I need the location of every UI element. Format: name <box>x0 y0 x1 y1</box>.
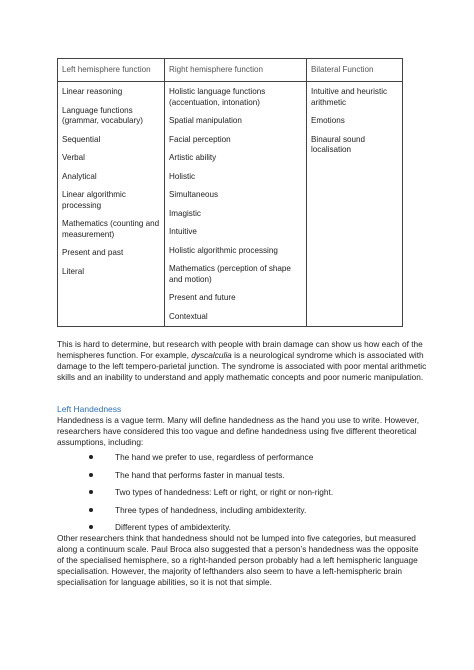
bullet-text: The hand we prefer to use, regardless of performance <box>115 452 314 462</box>
list-item: Intuitive <box>169 227 197 236</box>
bullet-text: Two types of handedness: Left or right, or right or non-right. <box>115 487 334 497</box>
bullet-icon <box>89 455 93 459</box>
list-item <box>89 470 333 488</box>
left-hemisphere-cell <box>58 82 165 327</box>
paragraph-text: is a neurological syndrome which is associated with damage to the left tempero-parietal junction. The syndrome is associated with poor mental arithmetic skills and an inability to understand and apply mathematic concepts and poor numeric manipulation. <box>57 350 427 382</box>
bullet-icon <box>89 525 93 529</box>
bullet-icon <box>89 490 93 494</box>
list-item <box>89 452 333 470</box>
paragraph-continuum: Other researchers think that handedness should not be lumped into five categories, but measured along a continuum scale. Paul Broca also suggested that a person’s handedness was the opposite of the specialised hemisphere, so a right-handed person probably had a left hemispheric language specialisation. However, the majority of lefthanders also seem to have a left-hemispheric brain specialisation for language abilities, so it is not that simple. <box>57 533 419 587</box>
table-body-row <box>58 82 403 327</box>
list-item: Sequential <box>62 134 101 144</box>
list-item: Spatial manipulation <box>169 116 242 125</box>
bullet-icon <box>89 473 93 477</box>
list-item <box>89 487 333 505</box>
list-item: Mathematics (perception of shape and motion) <box>169 264 291 284</box>
list-item: Facial perception <box>169 134 231 144</box>
list-item: Language functions (grammar, vocabulary) <box>62 105 143 125</box>
list-item: Holistic <box>169 171 196 181</box>
list-item: Artistic ability <box>169 153 217 162</box>
bullet-list <box>89 452 333 540</box>
paragraph-dyscalculia <box>57 339 427 383</box>
bilateral-cell <box>307 82 403 327</box>
section-heading: Left Handedness <box>57 404 122 414</box>
header-left-hemisphere: Left hemisphere function <box>58 59 165 82</box>
italic-term: dyscalculia <box>191 350 232 360</box>
header-right-hemisphere: Right hemisphere function <box>165 59 307 82</box>
hemisphere-function-table <box>57 58 403 327</box>
bullet-text: Different types of ambidexterity. <box>115 522 231 532</box>
list-item: Verbal <box>62 153 85 162</box>
paragraph-handedness: Handedness is a vague term. Many will define handedness as the hand you use to write. However, researchers have considered this too vague and define handedness using five different theoretical assumptions, including: <box>57 415 420 447</box>
bullet-text: The hand that performs faster in manual tests. <box>115 469 285 480</box>
bullet-icon <box>89 508 93 512</box>
list-item: Linear algorithmic processing <box>62 190 126 210</box>
paragraph-text: This is hard to determine, but research with people with brain damage can show us how each of the hemispheres function. For example, <box>57 339 423 360</box>
list-item: Analytical <box>62 171 97 181</box>
list-item: Simultaneous <box>169 190 219 199</box>
bullet-text: Three types of handedness, including ambidexterity. <box>115 504 307 515</box>
list-item: Intuitive and heuristic arithmetic <box>311 87 388 107</box>
right-hemisphere-cell <box>165 82 307 327</box>
list-item: Literal <box>62 266 85 276</box>
header-bilateral: Bilateral Function <box>307 59 403 82</box>
list-item: Imagistic <box>169 208 201 218</box>
list-item: Binaural sound localisation <box>311 134 365 154</box>
list-item: Present and past <box>62 248 124 257</box>
table-header-row <box>58 59 403 82</box>
list-item: Contextual <box>169 311 208 321</box>
list-item <box>89 505 333 523</box>
list-item: Holistic algorithmic processing <box>169 245 278 255</box>
list-item: Mathematics (counting and measurement) <box>62 219 160 239</box>
list-item: Holistic language functions (accentuation, intonation) <box>169 87 266 107</box>
list-item: Present and future <box>169 293 236 302</box>
list-item: Linear reasoning <box>62 87 123 96</box>
list-item: Emotions <box>311 116 345 125</box>
